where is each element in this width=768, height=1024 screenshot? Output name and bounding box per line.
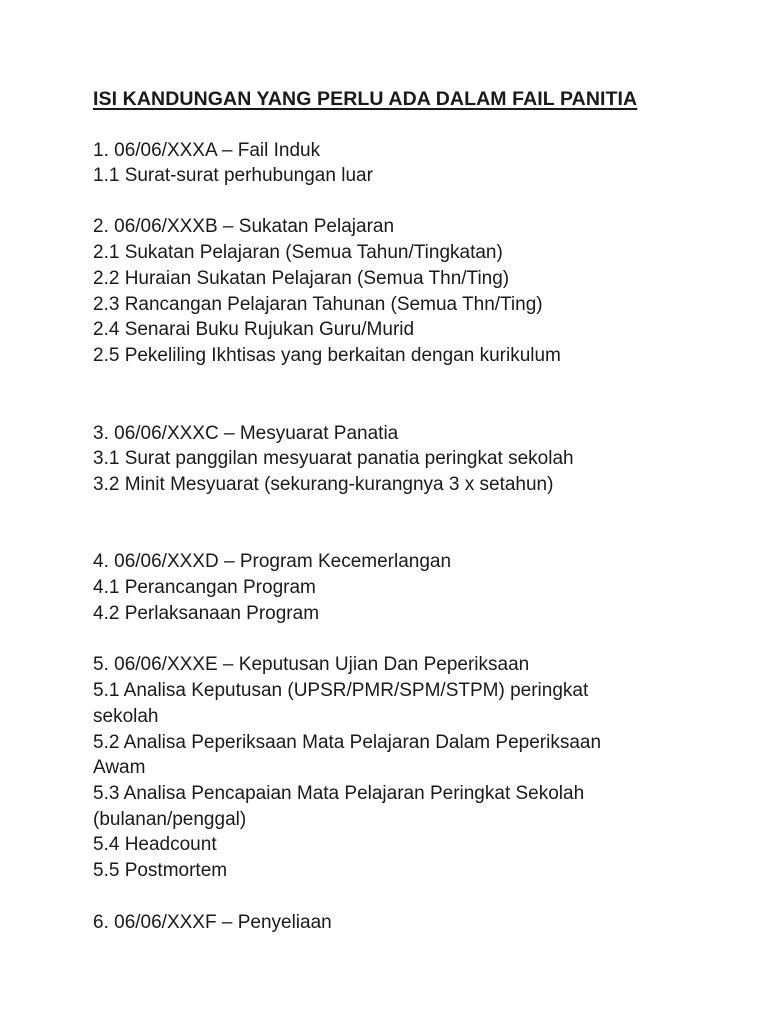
section-6-heading: 6. 06/06/XXXF – Penyeliaan xyxy=(93,912,332,933)
item-3-1: 3.1 Surat panggilan mesyuarat panatia peringkat sekolah xyxy=(93,448,574,469)
section-2-heading: 2. 06/06/XXXB – Sukatan Pelajaran xyxy=(93,216,395,237)
section-1-heading: 1. 06/06/XXXA – Fail Induk xyxy=(93,140,321,161)
item-4-2: 4.2 Perlaksanaan Program xyxy=(93,603,320,624)
section-4-heading: 4. 06/06/XXXD – Program Kecemerlangan xyxy=(93,551,452,572)
item-5-3: 5.3 Analisa Pencapaian Mata Pelajaran Peringkat Sekolah xyxy=(93,783,585,804)
item-2-5: 2.5 Pekeliling Ikhtisas yang berkaitan dengan kurikulum xyxy=(93,345,561,366)
item-5-3-continuation: (bulanan/penggal) xyxy=(93,809,247,830)
item-2-1: 2.1 Sukatan Pelajaran (Semua Tahun/Tingkatan) xyxy=(93,242,503,263)
item-4-1: 4.1 Perancangan Program xyxy=(93,577,316,598)
item-5-5: 5.5 Postmortem xyxy=(93,860,228,881)
item-5-4: 5.4 Headcount xyxy=(93,834,217,855)
item-5-1: 5.1 Analisa Keputusan (UPSR/PMR/SPM/STPM) peringkat xyxy=(93,680,589,701)
item-2-3: 2.3 Rancangan Pelajaran Tahunan (Semua Thn/Ting) xyxy=(93,294,543,315)
item-5-2: 5.2 Analisa Peperiksaan Mata Pelajaran Dalam Peperiksaan xyxy=(93,732,602,753)
section-5-heading: 5. 06/06/XXXE – Keputusan Ujian Dan Peperiksaan xyxy=(93,654,530,675)
item-2-4: 2.4 Senarai Buku Rujukan Guru/Murid xyxy=(93,319,415,340)
item-1-1: 1.1 Surat-surat perhubungan luar xyxy=(93,165,373,186)
item-5-2-continuation: Awam xyxy=(93,757,146,778)
item-5-1-continuation: sekolah xyxy=(93,706,159,727)
document-title: ISI KANDUNGAN YANG PERLU ADA DALAM FAIL PANITIA xyxy=(93,88,638,110)
item-2-2: 2.2 Huraian Sukatan Pelajaran (Semua Thn/Ting) xyxy=(93,268,510,289)
item-3-2: 3.2 Minit Mesyuarat (sekurang-kurangnya 3 x setahun) xyxy=(93,474,554,495)
section-3-heading: 3. 06/06/XXXC – Mesyuarat Panatia xyxy=(93,423,399,444)
